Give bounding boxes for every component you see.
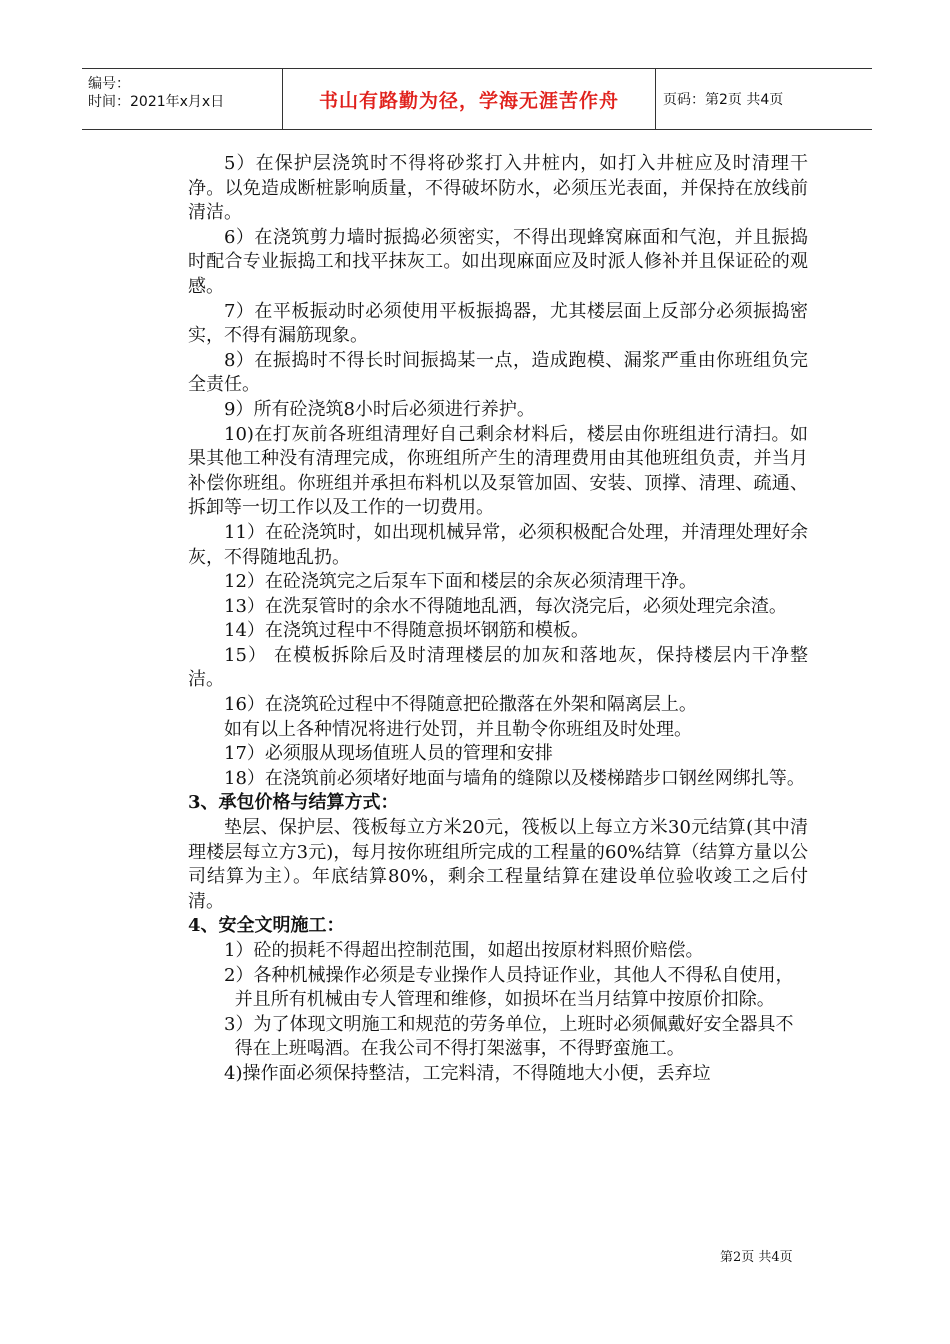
header-meta xyxy=(82,69,282,129)
list-item xyxy=(188,1062,808,1087)
paragraph: 5）在保护层浇筑时不得将砂浆打入井桩内，如打入井桩应及时清理干净。以免造成断桩影响质量，不得破坏防水，必须压光表面，并保持在放线前清洁。 xyxy=(188,153,808,224)
header-page-info: 页码：第2页 共4页 xyxy=(663,92,784,108)
paragraph: 14）在浇筑过程中不得随意损坏钢筋和模板。 xyxy=(224,620,589,642)
list-item-text: 操作面必须保持整洁，工完料清，不得随地大小便，丢弃垃 xyxy=(242,1062,711,1084)
paragraph-pricing: 垫层、保护层、筏板每立方米20元，筏板以上每立方米30元结算(其中清理楼层每立方3元)，每月按你班组所完成的工程量的60%结算（结算方量以公司结算为主）。年底结算80%，剩余工程量结算在建设单位验收竣工之后付清。 xyxy=(188,817,808,912)
list-item xyxy=(188,964,808,1013)
list-item-number: 1） xyxy=(224,940,254,961)
paragraph: 如有以上各种情况将进行处罚，并且勒令你班组及时处理。 xyxy=(224,718,692,740)
list-item xyxy=(188,1013,808,1062)
paragraph: 6）在浇筑剪力墙时振捣必须密实，不得出现蜂窝麻面和气泡，并且振捣时配合专业振捣工和找平抹灰工。如出现麻面应及时派人修补并且保证砼的观感。 xyxy=(188,226,808,297)
page-footer: 第2页 共4页 xyxy=(720,1250,793,1265)
list-item-number: 2） xyxy=(224,964,254,986)
paragraph: 8）在振捣时不得长时间振捣某一点，造成跑模、漏浆严重由你班组负完全责任。 xyxy=(188,349,808,396)
list-item-text: 各种机械操作必须是专业操作人员持证作业，其他人不得私自使用，并且所有机械由专人管理和维修，如损坏在当月结算中按原价扣除。 xyxy=(234,964,794,1011)
paragraph: 10)在打灰前各班组清理好自己剩余材料后，楼层由你班组进行清扫。如果其他工种没有清理完成，你班组所产生的清理费用由其他班组负责，并当月补偿你班组。你班组并承担布料机以及泵管加固、安装、顶撑、清理、疏通、拆卸等一切工作以及工作的一切费用。 xyxy=(188,423,808,519)
paragraph: 17）必须服从现场值班人员的管理和安排 xyxy=(224,743,553,765)
paragraph: 9）所有砼浇筑8小时后必须进行养护。 xyxy=(224,398,535,420)
list-item-text: 为了体现文明施工和规范的劳务单位，上班时必须佩戴好安全器具不得在上班喝酒。在我公司不得打架滋事，不得野蛮施工。 xyxy=(234,1013,794,1060)
section-heading-pricing: 3、承包价格与结算方式： xyxy=(188,792,399,814)
paragraph: 16）在浇筑砼过程中不得随意把砼撒落在外架和隔离层上。 xyxy=(224,694,697,716)
section-heading-safety: 4、安全文明施工： xyxy=(188,915,345,937)
page-header xyxy=(82,68,872,130)
header-motto: 书山有路勤为径，学海无涯苦作舟 xyxy=(282,69,656,129)
paragraph: 7）在平板振动时必须使用平板振捣器，尤其楼层面上反部分必须振捣密实，不得有漏筋现象。 xyxy=(188,300,808,347)
paragraph: 12）在砼浇筑完之后泵车下面和楼层的余灰必须清理干净。 xyxy=(224,571,697,593)
list-item xyxy=(188,939,808,964)
paragraph: 18）在浇筑前必须堵好地面与墙角的缝隙以及楼梯踏步口钢丝网绑扎等。 xyxy=(224,767,805,789)
list-item-number: 4) xyxy=(224,1062,243,1084)
document-body xyxy=(188,152,808,1087)
doc-number-label: 编号： xyxy=(88,76,130,92)
list-item-number: 3） xyxy=(224,1013,254,1035)
paragraph: 13）在洗泵管时的余水不得随地乱洒，每次浇完后，必须处理完余渣。 xyxy=(224,595,787,617)
paragraph: 11）在砼浇筑时，如出现机械异常，必须积极配合处理，并清理处理好余灰，不得随地乱扔。 xyxy=(188,521,808,568)
paragraph: 15） 在模板拆除后及时清理楼层的加灰和落地灰，保持楼层内干净整洁。 xyxy=(188,644,808,691)
list-item-text: 砼的损耗不得超出控制范围，如超出按原材料照价赔偿。 xyxy=(253,940,704,961)
doc-time-label: 时间：2021年x月x日 xyxy=(88,94,225,110)
